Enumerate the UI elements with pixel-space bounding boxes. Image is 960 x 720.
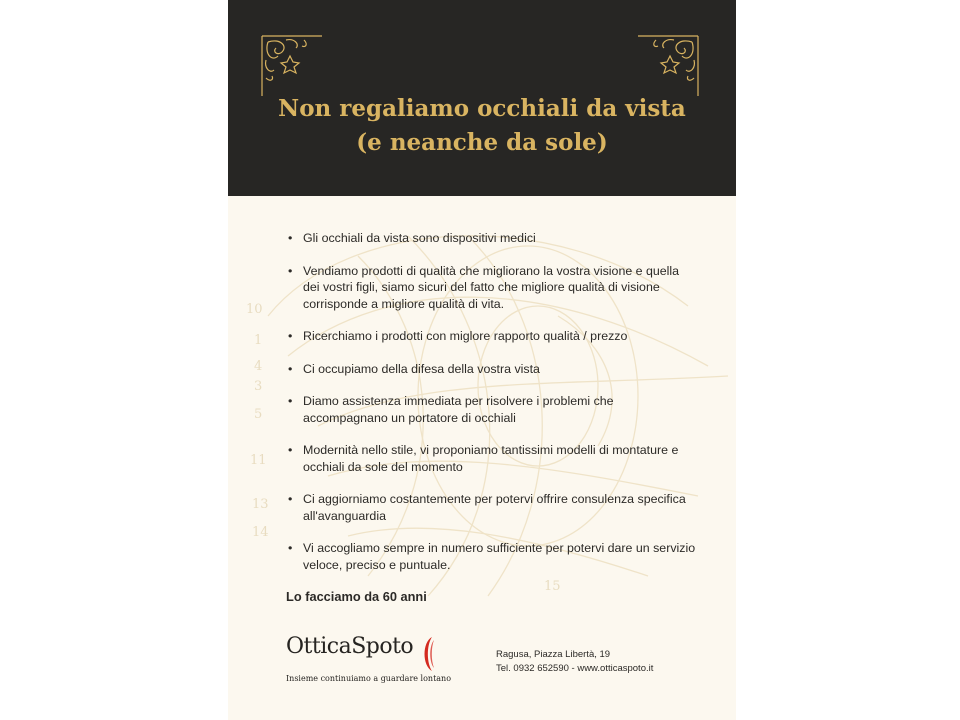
ornament-corner-icon (636, 34, 700, 98)
watermark-number: 10 (246, 302, 263, 317)
watermark-number: 1 (254, 333, 263, 348)
closing-statement: Lo facciamo da 60 anni (286, 589, 427, 604)
phone-website: Tel. 0932 652590 - www.otticaspoto.it (496, 663, 654, 674)
brand-tagline: Insieme continuiamo a guardare lontano (286, 674, 452, 683)
watermark-number: 3 (254, 379, 263, 394)
ornament-corner-icon (260, 34, 324, 98)
title-line-2: (e neanche da sole) (356, 129, 608, 156)
watermark-number: 4 (254, 359, 263, 374)
flyer (228, 0, 736, 720)
crescent-logo-icon (418, 636, 438, 672)
watermark-number: 13 (252, 497, 269, 512)
list-item: • Ci aggiorniamo costantemente per potervi offrire consulenza specifica all'avanguardia (286, 491, 696, 524)
watermark-number: 14 (252, 525, 269, 540)
contact-block (496, 648, 653, 676)
brand-logo (286, 634, 452, 683)
page-title (228, 92, 736, 160)
list-item: • Gli occhiali da vista sono dispositivi medici (286, 230, 696, 247)
list-item: • Modernità nello stile, vi proponiamo tantissimi modelli di montature e occhiali da sole del momento (286, 442, 696, 475)
list-item: • Vi accogliamo sempre in numero sufficiente per potervi dare un servizio veloce, preciso e puntuale. (286, 540, 696, 573)
list-item: • Diamo assistenza immediata per risolvere i problemi che accompagnano un portatore di occhiali (286, 393, 696, 426)
list-item: • Vendiamo prodotti di qualità che migliorano la vostra visione e quella dei vostri figli, siamo sicuri del fatto che migliore qualità di visione corrisponde a migliore qualità di vita. (286, 263, 696, 313)
title-line-1: Non regaliamo occhiali da vista (278, 95, 686, 122)
list-item: • Ci occupiamo della difesa della vostra vista (286, 361, 696, 378)
watermark-number: 5 (254, 407, 263, 422)
watermark-number: 11 (250, 453, 267, 468)
header-band (228, 0, 736, 196)
brand-name: OtticaSpoto (286, 634, 414, 659)
address: Ragusa, Piazza Libertà, 19 (496, 649, 611, 660)
list-item: • Ricerchiamo i prodotti con miglore rapporto qualità / prezzo (286, 328, 696, 345)
watermark-number: 15 (544, 579, 561, 594)
benefits-list (286, 230, 696, 589)
